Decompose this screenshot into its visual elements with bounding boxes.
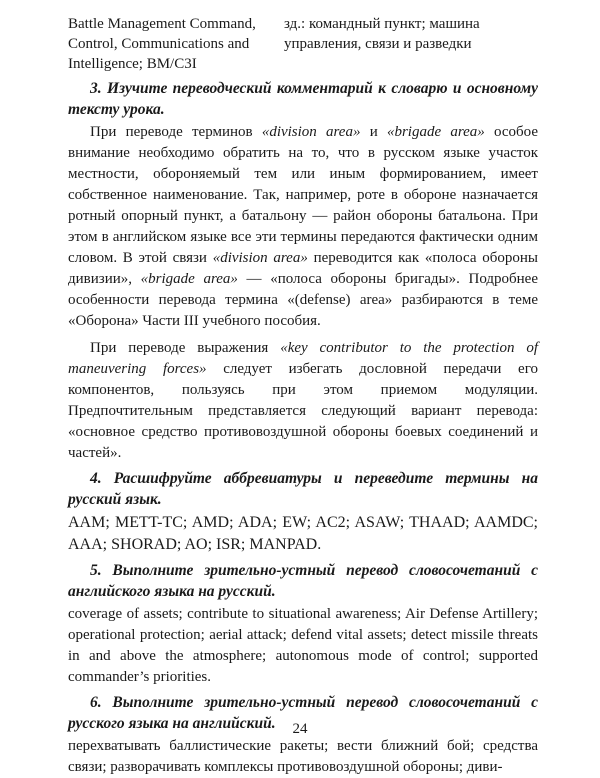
text-span: При переводе терминов (90, 124, 262, 140)
section3-heading: 3. Изучите переводческий комментарий к словарю и основному тексту урока. (68, 80, 538, 118)
page-number: 24 (292, 721, 308, 737)
section3-paragraph-2 (68, 338, 538, 464)
section5-heading: 5. Выполните зрительно-устный перевод словосочетаний с английского языка на русский. (68, 562, 538, 600)
text-span: и (360, 124, 387, 140)
section3-paragraph-1 (68, 122, 538, 332)
text-span: — «полоса обороны бригады». Подробнее особенности перевода термина «(defense) area» разбираются в теме «Оборона» Части III учебного пособия. (68, 271, 538, 329)
section4-heading: 4. Расшифруйте аббревиатуры и переведите термины на русский язык. (68, 470, 538, 508)
text-span: При переводе выражения (90, 340, 281, 356)
text-span: переводится как «полоса обороны дивизии», (68, 250, 538, 287)
term-italic: «brigade area» (386, 124, 485, 140)
term-italic: «division area» (212, 250, 308, 266)
term-italic: «brigade area» (140, 271, 238, 287)
term-italic: «division area» (261, 124, 361, 140)
section5-terms: coverage of assets; contribute to situational awareness; Air Defense Artillery; operational protection; aerial attack; defend vital assets; detect missile threats in and above the atmosphere; autonomous mode of control; supported commander’s priorities. (68, 606, 538, 685)
term-italic: «key contributor to the protection of maneuvering forces» (68, 340, 538, 377)
page-body (68, 14, 538, 778)
glossary-term-ru: зд.: командный пункт; машина управления, связи и разведки (284, 16, 480, 52)
section4-abbreviations: AAM; METT-TC; AMD; ADA; EW; AC2; ASAW; THAAD; AAMDC; AAA; SHORAD; AO; ISR; MANPAD. (68, 514, 538, 553)
section6-terms: перехватывать баллистические ракеты; вести ближний бой; средства связи; разворачивать комплексы противовоздушной обороны; диви- (68, 738, 538, 775)
section6-heading: 6. Выполните зрительно-устный перевод словосочетаний с русского языка на английский. (68, 694, 538, 732)
glossary-entry (68, 14, 538, 74)
glossary-term-en: Battle Management Command, Control, Communications and Intelligence; BM/C3I (68, 16, 256, 72)
text-span: особое внимание необходимо обратить на то, что в русском языке участок местности, обороняемый тем или иным формированием, имеет собственное наименование. Так, например, роте в обороне назначается ротный опорный пункт, а батальону — район обороны батальона. При этом в английском языке все эти термины передаются фактически одним словом. В этой связи (68, 124, 538, 266)
text-span: следует избегать дословной передачи его компонентов, пользуясь при этом приемом модуляции. Предпочтительным представляется следующий вариант перевода: «основное средство противовоздушной обороны боевых соединений и частей». (68, 361, 538, 461)
